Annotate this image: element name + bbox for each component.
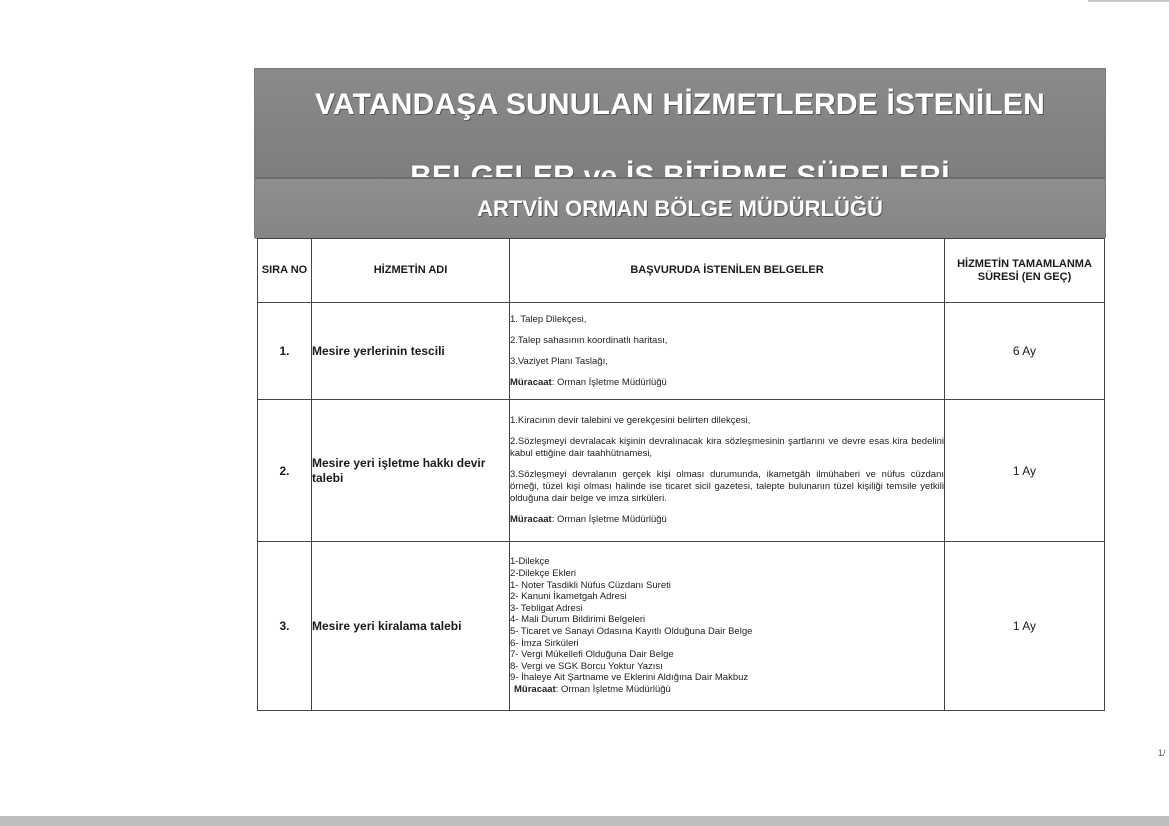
row-number: 1. bbox=[258, 303, 312, 400]
service-name: Mesire yeri kiralama talebi bbox=[312, 542, 510, 711]
service-name: Mesire yerlerinin tescili bbox=[312, 303, 510, 400]
title-band bbox=[255, 69, 1105, 177]
subtitle-band bbox=[255, 177, 1105, 239]
application-value: : Orman İşletme Müdürlüğü bbox=[551, 514, 667, 525]
document-item: 2- Kanuni İkametgah Adresi bbox=[510, 591, 627, 603]
document-item: 1.Kiracının devir talebini ve gerekçesini belirten dilekçesi, bbox=[510, 415, 751, 426]
document-item: 9- İhaleye Ait Şartname ve Eklerini Aldığına Dair Makbuz bbox=[510, 672, 749, 684]
document-item: 3.Sözleşmeyi devralanın gerçek kişi olması durumunda, ikametgâh ilmühaberi ve nüfus cüzdanı örneği, tüzel kişi olması halinde ise ticaret sicil gazetesi, talepte bulunanın tüzel kişiliği temsile yetkili olduğuna dair belge ve imza sirküleri. bbox=[510, 469, 944, 504]
completion-time: 6 Ay bbox=[945, 303, 1105, 400]
document-item: 2.Talep sahasının koordinatlı haritası, bbox=[510, 334, 668, 346]
application-label: Müracaat bbox=[510, 514, 552, 525]
scan-edge-mark bbox=[1088, 0, 1169, 2]
institution-name: ARTVİN ORMAN BÖLGE MÜDÜRLÜĞÜ bbox=[477, 196, 883, 221]
completion-time: 1 Ay bbox=[945, 542, 1105, 711]
completion-time: 1 Ay bbox=[945, 400, 1105, 542]
application-label: Müracaat bbox=[510, 376, 552, 388]
document-item: 8- Vergi ve SGK Borcu Yoktur Yazısı bbox=[510, 660, 663, 672]
table-row bbox=[258, 400, 1105, 542]
application-value: : Orman İşletme Müdürlüğü bbox=[555, 683, 671, 695]
application-office bbox=[510, 684, 944, 696]
required-documents bbox=[510, 303, 945, 400]
required-documents bbox=[510, 400, 945, 542]
scan-bottom-edge bbox=[0, 816, 1169, 826]
application-office bbox=[510, 377, 944, 389]
services-table bbox=[257, 238, 1105, 711]
page-title bbox=[315, 51, 1045, 195]
application-label: Müracaat bbox=[514, 683, 556, 695]
document-item: 2.Sözleşmeyi devralacak kişinin devralınacak kira sözleşmesinin şartlarını ve devre esas kira bedelini kabul ettiğine dair taahhütnamesi, bbox=[510, 436, 944, 459]
row-number: 3. bbox=[258, 542, 312, 711]
header-docs: BAŞVURUDA İSTENİLEN BELGELER bbox=[510, 239, 945, 303]
header-name: HİZMETİN ADI bbox=[312, 239, 510, 303]
header-no: SIRA NO bbox=[258, 239, 312, 303]
document-item: 1. Talep Dilekçesi, bbox=[510, 313, 587, 325]
document-item: 1-Dilekçe bbox=[510, 556, 550, 568]
page-number: 1/ bbox=[1158, 748, 1166, 758]
document-item: 2-Dilekçe Ekleri bbox=[510, 568, 576, 580]
document-item: 3- Tebligat Adresi bbox=[510, 602, 583, 614]
document-item: 4- Mali Durum Bildirimi Belgeleri bbox=[510, 614, 646, 626]
required-documents bbox=[510, 542, 945, 711]
table-header-row bbox=[258, 239, 1105, 303]
application-office bbox=[510, 514, 944, 526]
table-row bbox=[258, 542, 1105, 711]
document-item: 3.Vaziyet Planı Taslağı, bbox=[510, 355, 608, 367]
application-value: : Orman İşletme Müdürlüğü bbox=[551, 376, 667, 388]
document-item: 1- Noter Tasdikli Nüfus Cüzdanı Sureti bbox=[510, 579, 671, 591]
document-header bbox=[254, 68, 1106, 238]
document-item: 5- Ticaret ve Sanayi Odasına Kayıtlı Olduğuna Dair Belge bbox=[510, 626, 753, 637]
title-line-1: VATANDAŞA SUNULAN HİZMETLERDE İSTENİLEN bbox=[314, 88, 1045, 121]
document-item: 6- İmza Sirküleri bbox=[510, 637, 579, 649]
table-row bbox=[258, 303, 1105, 400]
row-number: 2. bbox=[258, 400, 312, 542]
header-time: HİZMETİN TAMAMLANMA SÜRESİ (EN GEÇ) bbox=[945, 239, 1105, 303]
document-item: 7- Vergi Mükellefi Olduğuna Dair Belge bbox=[510, 649, 674, 661]
service-name: Mesire yeri işletme hakkı devir talebi bbox=[312, 400, 510, 542]
